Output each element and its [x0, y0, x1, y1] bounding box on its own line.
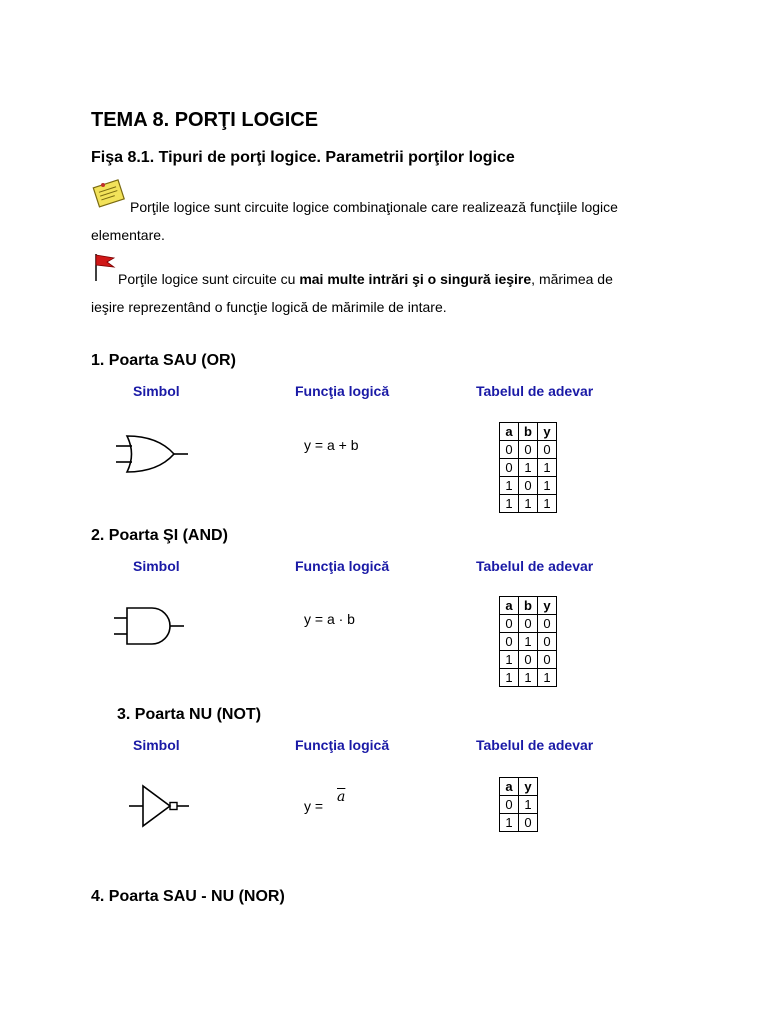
- truth-table-cell: 0: [538, 615, 557, 633]
- truth-table-cell: 0: [500, 441, 519, 459]
- truth-table-cell: 0: [538, 651, 557, 669]
- not-gate-symbol: [128, 782, 192, 830]
- truth-table-cell: 1: [519, 633, 538, 651]
- truth-table-cell: 0: [538, 441, 557, 459]
- table-column-heading: Tabelul de adevar: [476, 558, 594, 574]
- truth-table-header: y: [519, 778, 538, 796]
- truth-table-cell: 1: [538, 669, 557, 687]
- truth-table-cell: 0: [500, 796, 519, 814]
- table-column-heading: Tabelul de adevar: [476, 383, 594, 399]
- truth-table-row: [500, 814, 538, 832]
- truth-table-cell: 0: [538, 633, 557, 651]
- truth-table-header: y: [538, 423, 557, 441]
- or-gate-symbol: [114, 434, 190, 474]
- not-function-variable: $\overline{a}$: [337, 789, 346, 805]
- truth-table-cell: 0: [500, 459, 519, 477]
- and-function: y = a · b: [304, 611, 355, 627]
- truth-table-cell: 1: [538, 477, 557, 495]
- sticky-note-icon: [92, 176, 128, 212]
- truth-table-row: [500, 477, 557, 495]
- note-text: Porţile logice sunt circuite logice combinaţionale care realizează funcţiile logice: [130, 199, 618, 215]
- flag-paragraph: [118, 265, 678, 293]
- truth-table-row: [500, 495, 557, 513]
- truth-table-cell: 1: [519, 495, 538, 513]
- truth-table-header-row: [500, 778, 538, 796]
- not-function: [304, 798, 323, 814]
- and-truth-table: [499, 596, 557, 687]
- symbol-column-heading: Simbol: [133, 737, 180, 753]
- truth-table-row: [500, 615, 557, 633]
- truth-table-cell: 1: [538, 459, 557, 477]
- function-column-heading: Funcţia logică: [295, 558, 390, 574]
- function-column-heading: Funcţia logică: [295, 383, 390, 399]
- truth-table-cell: 0: [519, 441, 538, 459]
- truth-table-cell: 1: [519, 459, 538, 477]
- truth-table-header-row: [500, 597, 557, 615]
- red-flag-icon: [93, 252, 117, 282]
- page-title: TEMA 8. PORŢI LOGICE: [91, 109, 319, 131]
- note-paragraph: [130, 193, 690, 221]
- flag-text-bold: mai multe intrări şi o singură ieşire: [299, 271, 532, 287]
- truth-table-cell: 1: [500, 651, 519, 669]
- truth-table-cell: 0: [519, 651, 538, 669]
- truth-table-cell: 0: [500, 633, 519, 651]
- truth-table-cell: 1: [500, 477, 519, 495]
- truth-table-cell: 1: [500, 669, 519, 687]
- truth-table-header-row: [500, 423, 557, 441]
- truth-table-cell: 0: [519, 477, 538, 495]
- truth-table-header: b: [519, 597, 538, 615]
- and-gate-symbol: [112, 606, 188, 646]
- truth-table-header: y: [538, 597, 557, 615]
- or-gate-heading: 1. Poarta SAU (OR): [91, 352, 236, 369]
- and-gate-heading: 2. Poarta ŞI (AND): [91, 527, 228, 544]
- truth-table-cell: 0: [519, 615, 538, 633]
- table-column-heading: Tabelul de adevar: [476, 737, 594, 753]
- symbol-column-heading: Simbol: [133, 558, 180, 574]
- truth-table-cell: 1: [519, 669, 538, 687]
- truth-table-row: [500, 441, 557, 459]
- not-truth-table: [499, 777, 538, 832]
- truth-table-header: b: [519, 423, 538, 441]
- truth-table-cell: 1: [500, 495, 519, 513]
- truth-table-row: [500, 669, 557, 687]
- not-gate-heading: 3. Poarta NU (NOT): [117, 706, 262, 723]
- flag-text-after: , mărimea de: [531, 271, 613, 287]
- truth-table-row: [500, 796, 538, 814]
- truth-table-row: [500, 633, 557, 651]
- or-function: y = a + b: [304, 437, 359, 453]
- truth-table-row: [500, 651, 557, 669]
- truth-table-cell: 1: [500, 814, 519, 832]
- page-subtitle: Fişa 8.1. Tipuri de porţi logice. Parametrii porţilor logice: [91, 149, 515, 166]
- truth-table-cell: 1: [538, 495, 557, 513]
- truth-table-cell: 0: [500, 615, 519, 633]
- truth-table-row: [500, 459, 557, 477]
- not-function-text: y =: [304, 798, 324, 814]
- nor-gate-heading: 4. Poarta SAU - NU (NOR): [91, 888, 285, 905]
- or-truth-table: [499, 422, 557, 513]
- flag-text-cont: ieşire reprezentând o funcţie logică de mărimile de intare.: [91, 299, 447, 315]
- note-text-cont: elementare.: [91, 227, 165, 243]
- symbol-column-heading: Simbol: [133, 383, 180, 399]
- flag-text-before: Porţile logice sunt circuite cu: [118, 271, 300, 287]
- truth-table-cell: 1: [519, 796, 538, 814]
- function-column-heading: Funcţia logică: [295, 737, 390, 753]
- truth-table-header: a: [500, 423, 519, 441]
- truth-table-header: a: [500, 778, 519, 796]
- truth-table-cell: 0: [519, 814, 538, 832]
- truth-table-header: a: [500, 597, 519, 615]
